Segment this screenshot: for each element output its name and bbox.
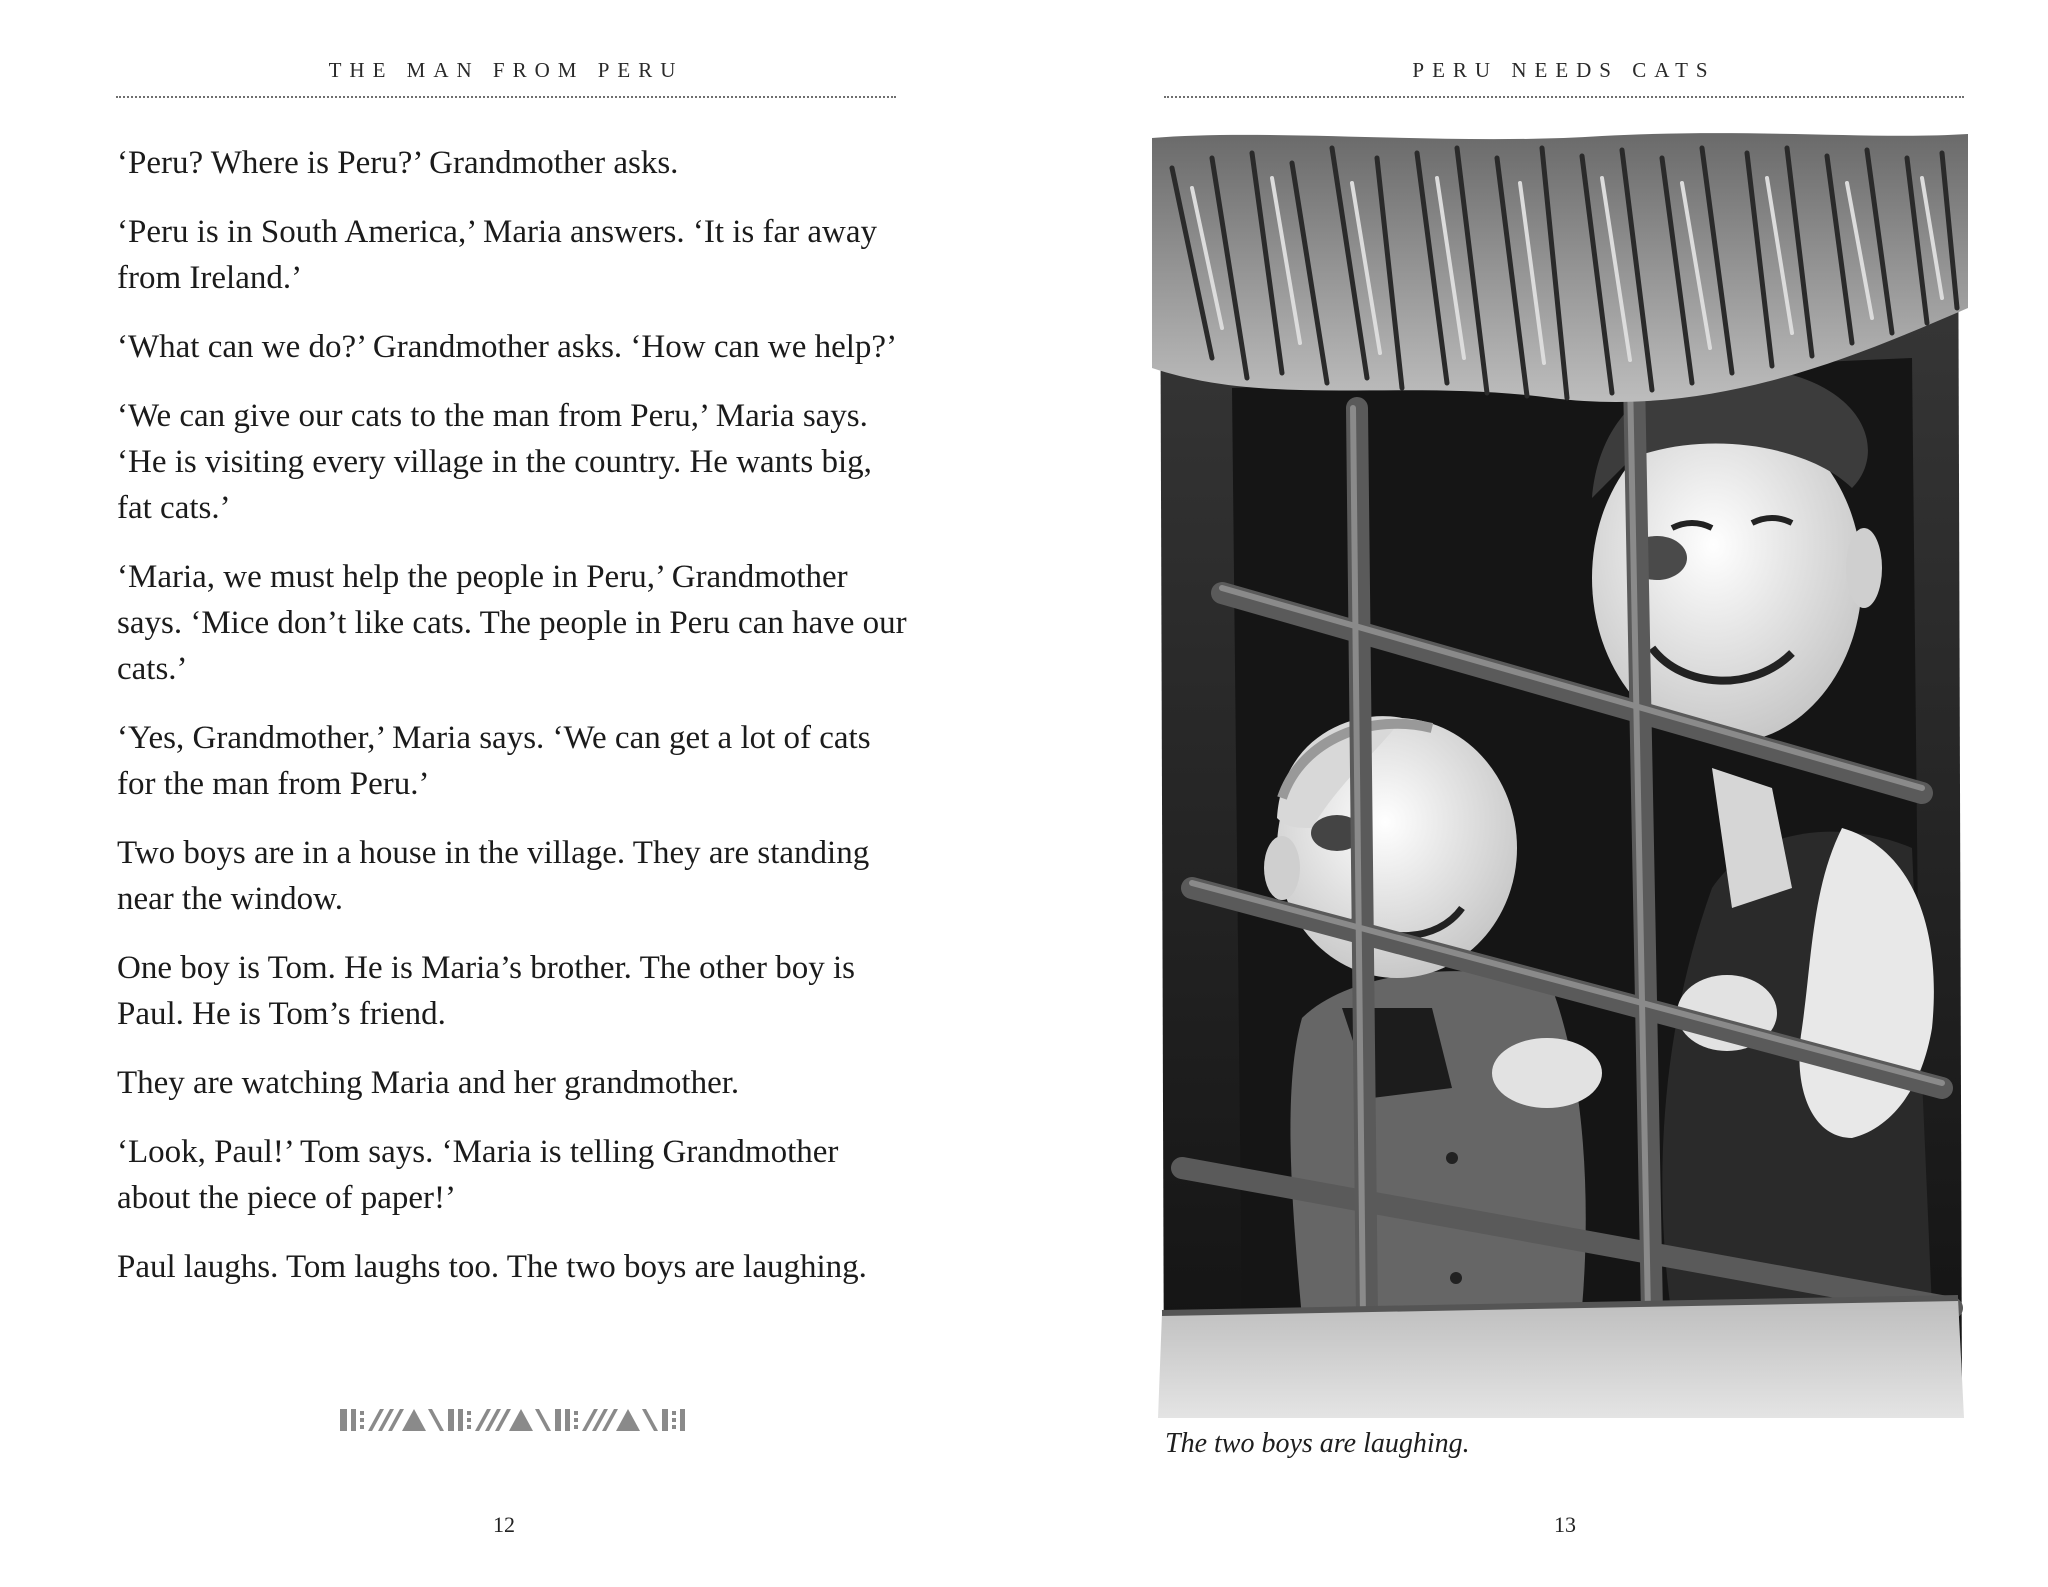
- paragraph: Paul laughs. Tom laughs too. The two boys are laughing.: [117, 1249, 867, 1285]
- paragraph: ‘We can give our cats to the man from Peru,’ Maria says. ‘He is visiting every village in the country. He wants big, fat cats.’: [117, 398, 872, 526]
- page-number-right: 13: [1554, 1512, 1576, 1537]
- header-rule-right: [1164, 96, 1964, 98]
- page-number-left: 12: [493, 1512, 515, 1537]
- section-ornament: [340, 1407, 686, 1433]
- illustration-boys-at-window: [1152, 128, 1968, 1418]
- right-page: [1024, 0, 2048, 1587]
- paragraph: Two boys are in a house in the village. They are standing near the window.: [117, 835, 870, 917]
- body-text: [117, 140, 907, 1313]
- running-head-right: PERU NEEDS CATS: [1412, 58, 1716, 82]
- paragraph: One boy is Tom. He is Maria’s brother. The other boy is Paul. He is Tom’s friend.: [117, 950, 855, 1032]
- illustration-caption: The two boys are laughing.: [1165, 1428, 1470, 1459]
- paragraph: ‘Peru is in South America,’ Maria answers. ‘It is far away from Ireland.’: [117, 214, 877, 296]
- paragraph: ‘Peru? Where is Peru?’ Grandmother asks.: [117, 145, 679, 181]
- paragraph: ‘Look, Paul!’ Tom says. ‘Maria is telling Grandmother about the piece of paper!’: [117, 1134, 839, 1216]
- running-head-left: THE MAN FROM PERU: [328, 58, 684, 82]
- paragraph: ‘Yes, Grandmother,’ Maria says. ‘We can get a lot of cats for the man from Peru.’: [117, 720, 871, 802]
- header-rule-left: [116, 96, 896, 98]
- paragraph: ‘Maria, we must help the people in Peru,’ Grandmother says. ‘Mice don’t like cats. The people in Peru can have our cats.’: [117, 559, 907, 687]
- paragraph: ‘What can we do?’ Grandmother asks. ‘How can we help?’: [117, 329, 898, 365]
- paragraph: They are watching Maria and her grandmother.: [117, 1065, 740, 1101]
